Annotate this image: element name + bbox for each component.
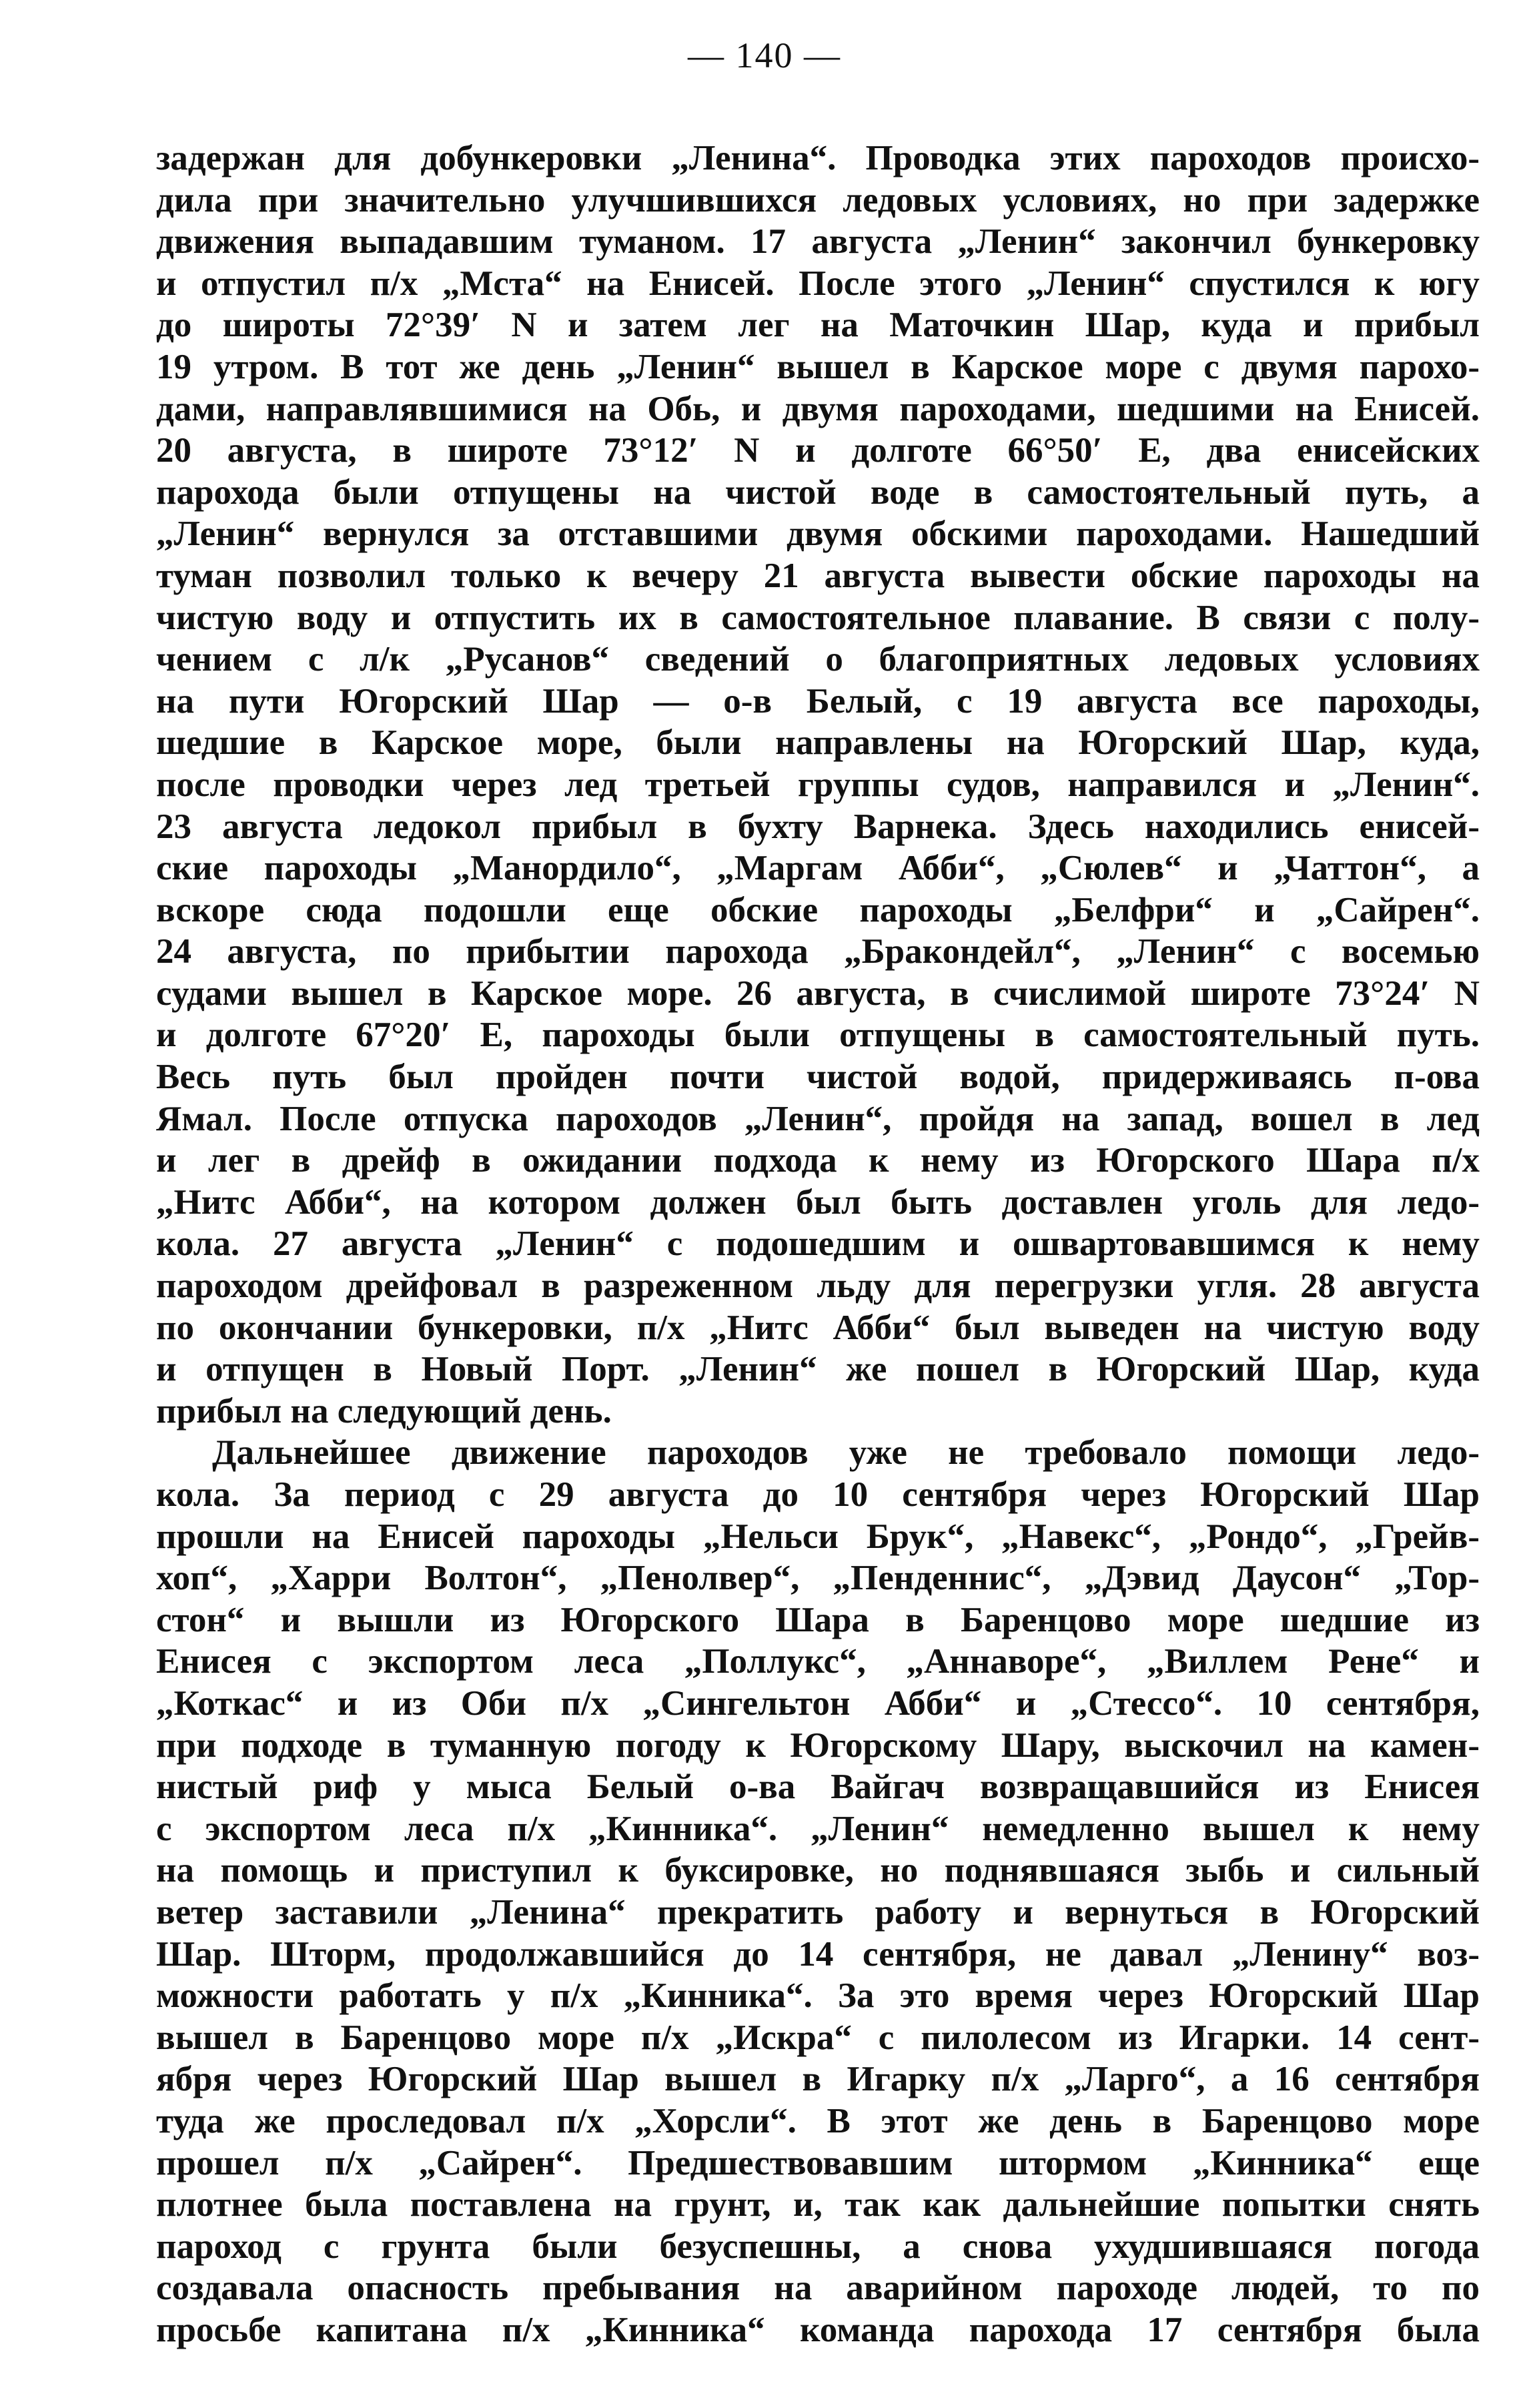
text-line: „Ленин“ вернулся за отставшими двумя обскими пароходами. Нашедший: [156, 514, 1480, 554]
text-line: и отпущен в Новый Порт. „Ленин“ же пошел в Югорский Шар, куда: [156, 1350, 1480, 1389]
text-line: пароход с грунта были безуспешны, а снова ухудшившаяся погода: [156, 2227, 1480, 2266]
text-line: 24 августа, по прибытии парохода „Бракондейл“, „Ленин“ с восемью: [156, 932, 1480, 971]
text-line: 20 августа, в широте 73°12′ N и долготе 66°50′ E, два енисейских: [156, 431, 1480, 470]
text-line: на пути Югорский Шар — о-в Белый, с 19 августа все пароходы,: [156, 681, 1480, 721]
text-line: и долготе 67°20′ E, пароходы были отпущены в самостоятельный путь.: [156, 1016, 1480, 1055]
text-line: и отпустил п/х „Мста“ на Енисей. После этого „Ленин“ спустился к югу: [156, 264, 1480, 303]
text-line: с экспортом леса п/х „Кинника“. „Ленин“ немедленно вышел к нему: [156, 1809, 1480, 1848]
text-line: „Коткас“ и из Оби п/х „Сингельтон Абби“ и „Стессо“. 10 сентября,: [156, 1683, 1480, 1723]
text-line: „Нитс Абби“, на котором должен был быть доставлен уголь для ледо-: [156, 1182, 1480, 1222]
text-line: дами, направлявшимися на Обь, и двумя пароходами, шедшими на Енисей.: [156, 389, 1480, 428]
text-line: Ямал. После отпуска пароходов „Ленин“, пройдя на запад, вошел в лед: [156, 1099, 1480, 1138]
text-line: чением с л/к „Русанов“ сведений о благоприятных ледовых условиях: [156, 640, 1480, 679]
text-line: стон“ и вышли из Югорского Шара в Баренцово море шедшие из: [156, 1600, 1480, 1639]
text-line: по окончании бункеровки, п/х „Нитс Абби“ был выведен на чистую воду: [156, 1308, 1480, 1347]
text-line: ября через Югорский Шар вышел в Игарку п/х „Ларго“, а 16 сентября: [156, 2060, 1480, 2099]
text-line: Енисея с экспортом леса „Поллукс“, „Аннаворе“, „Виллем Рене“ и: [156, 1642, 1480, 1681]
text-line: вышел в Баренцово море п/х „Искра“ с пилолесом из Игарки. 14 сент-: [156, 2018, 1480, 2057]
text-line: создавала опасность пребывания на аварийном пароходе людей, то по: [156, 2269, 1480, 2308]
text-line: при подходе в туманную погоду к Югорскому Шару, выскочил на камен-: [156, 1725, 1480, 1765]
body-text: [156, 137, 1480, 2351]
text-line: ветер заставили „Ленина“ прекратить работу и вернуться в Югорский: [156, 1892, 1480, 1932]
text-line: 19 утром. В тот же день „Ленин“ вышел в Карское море с двумя парохо-: [156, 347, 1480, 386]
text-line: прошел п/х „Сайрен“. Предшествовавшим штормом „Кинника“ еще: [156, 2143, 1480, 2182]
text-line: до широты 72°39′ N и затем лег на Маточкин Шар, куда и прибыл: [156, 306, 1480, 345]
text-line: дила при значительно улучшившихся ледовых условиях, но при задержке: [156, 180, 1480, 220]
text-line: шедшие в Карское море, были направлены на Югорский Шар, куда,: [156, 723, 1480, 763]
text-line: ские пароходы „Манордило“, „Маргам Абби“, „Сюлев“ и „Чаттон“, а: [156, 849, 1480, 888]
text-line: туман позволил только к вечеру 21 августа вывести обские пароходы на: [156, 556, 1480, 595]
text-line: можности работать у п/х „Кинника“. За это время через Югорский Шар: [156, 1976, 1480, 2016]
text-line: нистый риф у мыса Белый о-ва Вайгач возвращавшийся из Енисея: [156, 1767, 1480, 1807]
text-line: кола. 27 августа „Ленин“ с подошедшим и ошвартовавшимся к нему: [156, 1224, 1480, 1264]
text-line: кола. За период с 29 августа до 10 сентября через Югорский Шар: [156, 1475, 1480, 1514]
text-line: движения выпадавшим туманом. 17 августа „Ленин“ закончил бункеровку: [156, 222, 1480, 262]
text-line: после проводки через лед третьей группы судов, направился и „Ленин“.: [156, 765, 1480, 804]
text-line: Шар. Шторм, продолжавшийся до 14 сентября, не давал „Ленину“ воз-: [156, 1934, 1480, 1974]
text-line: 23 августа ледокол прибыл в бухту Варнека. Здесь находились енисей-: [156, 807, 1480, 846]
page-number: — 140 —: [688, 35, 841, 75]
text-line: на помощь и приступил к буксировке, но поднявшаяся зыбь и сильный: [156, 1851, 1480, 1890]
text-line: задержан для добункеровки „Ленина“. Проводка этих пароходов происхо-: [156, 139, 1480, 177]
text-line: прошли на Енисей пароходы „Нельси Брук“, „Навекс“, „Рондо“, „Грейв-: [156, 1517, 1480, 1556]
text-line: Дальнейшее движение пароходов уже не требовало помощи ледо-: [212, 1433, 1480, 1473]
text-line: Весь путь был пройден почти чистой водой, придерживаясь п-ова: [156, 1058, 1480, 1097]
text-line: туда же проследовал п/х „Хорсли“. В этот же день в Баренцово море: [156, 2101, 1480, 2140]
text-line: и лег в дрейф в ожидании подхода к нему из Югорского Шара п/х: [156, 1141, 1480, 1180]
text-line: хоп“, „Харри Волтон“, „Пенолвер“, „Пенденнис“, „Дэвид Даусон“ „Тор-: [156, 1559, 1480, 1598]
text-line: чистую воду и отпустить их в самостоятельное плавание. В связи с полу-: [156, 598, 1480, 637]
text-line: пароходом дрейфовал в разреженном льду для перегрузки угля. 28 августа: [156, 1266, 1480, 1306]
text-line: плотнее была поставлена на грунт, и, так как дальнейшие попытки снять: [156, 2185, 1480, 2225]
text-line: прибыл на следующий день.: [156, 1391, 612, 1431]
text-line: просьбе капитана п/х „Кинника“ команда парохода 17 сентября была: [156, 2310, 1480, 2349]
text-line: парохода были отпущены на чистой воде в самостоятельный путь, а: [156, 472, 1480, 512]
text-line: судами вышел в Карское море. 26 августа, в счислимой широте 73°24′ N: [156, 973, 1480, 1013]
text-line: вскоре сюда подошли еще обские пароходы „Белфри“ и „Сайрен“.: [156, 890, 1480, 929]
